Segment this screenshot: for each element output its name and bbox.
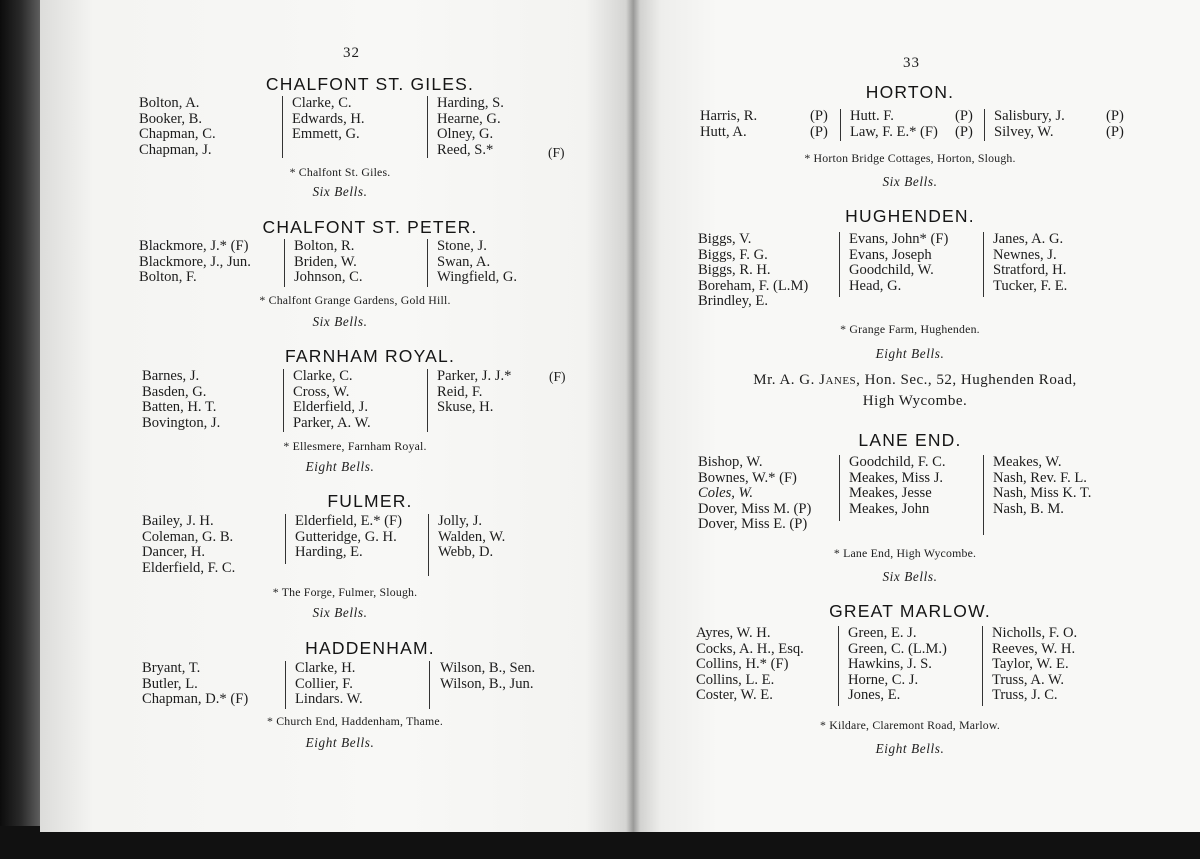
name-entry: Booker, B.: [139, 110, 203, 127]
section-heading-lane-end: LANE END.: [858, 430, 962, 450]
name-column-3: [438, 514, 505, 561]
section-heading-haddenham: HADDENHAM.: [305, 638, 435, 658]
name-entry: Olney, G.: [437, 126, 494, 143]
name-entry: Newnes, J.: [993, 246, 1057, 263]
name-entry: Tucker, F. E.: [993, 277, 1068, 294]
name-entry: Salisbury, J.: [994, 108, 1065, 124]
tower-address-note: * Chalfont Grange Gardens, Gold Hill.: [259, 293, 451, 307]
name-entry: Basden, G.: [142, 383, 207, 400]
name-column-3: [440, 661, 535, 692]
name-entry: Bryant, T.: [142, 660, 201, 676]
name-column-1: [142, 514, 235, 576]
name-entry: Chapman, J.: [139, 141, 212, 158]
secretary-address-line-2: High Wycombe.: [862, 393, 968, 409]
name-entry: Jolly, J.: [438, 513, 483, 529]
tower-address-note: * Lane End, High Wycombe.: [833, 546, 977, 560]
column-divider: [983, 232, 984, 297]
name-entry: Reid, F.: [437, 383, 483, 400]
name-entry: Coles, W.: [698, 485, 754, 502]
name-entry: Meakes, Miss J.: [849, 469, 944, 486]
name-entry: Hearne, G.: [437, 110, 501, 127]
name-entry: Dancer, H.: [142, 544, 206, 561]
column-divider: [427, 239, 428, 287]
secretary-name: Janes: [819, 372, 857, 388]
bells-count: Six Bells.: [312, 605, 368, 620]
tower-address-note: * The Forge, Fulmer, Slough.: [272, 585, 418, 599]
mark-column-3: [1106, 109, 1124, 140]
status-mark: (P): [810, 108, 828, 124]
name-entry: Bolton, F.: [139, 269, 197, 286]
name-entry: Cross, W.: [293, 383, 350, 400]
name-column-2: [292, 96, 365, 143]
column-divider: [840, 109, 841, 141]
name-entry: Brindley, E.: [698, 293, 768, 310]
name-entry: Elderfield, F. C.: [142, 559, 236, 576]
column-divider: [428, 514, 429, 576]
page-number-left: 32: [343, 45, 360, 61]
name-entry: Batten, H. T.: [142, 399, 217, 416]
page-number-right: 33: [903, 55, 920, 71]
tower-address-note: * Kildare, Claremont Road, Marlow.: [820, 718, 1000, 732]
name-entry: Emmett, G.: [292, 126, 360, 143]
bells-count: Six Bells.: [312, 314, 368, 329]
mark-column-2: [955, 109, 973, 140]
name-entry: Briden, W.: [294, 253, 357, 270]
name-column-3: [437, 96, 504, 158]
name-column-1: [142, 661, 248, 708]
tower-address-note: * Chalfont St. Giles.: [289, 165, 391, 179]
status-mark: (P): [810, 123, 828, 140]
name-entry: Swan, A.: [437, 253, 491, 270]
bells-count: Six Bells.: [312, 184, 368, 199]
column-divider: [839, 232, 840, 297]
name-entry: Stone, J.: [437, 238, 487, 254]
section-heading-chalfont-st-peter: CHALFONT ST. PETER.: [262, 217, 478, 237]
section-heading-great-marlow: GREAT MARLOW.: [829, 601, 991, 621]
name-entry: Cocks, A. H., Esq.: [696, 640, 804, 657]
name-entry: Green, C. (L.M.): [848, 640, 947, 657]
foreman-mark: (F): [548, 145, 565, 160]
name-entry: Meakes, John: [849, 500, 930, 517]
column-divider: [839, 455, 840, 521]
bells-count: Six Bells.: [882, 569, 938, 584]
name-column-1: [698, 232, 808, 310]
name-column-2: [849, 232, 948, 294]
bells-count: Eight Bells.: [305, 459, 375, 474]
name-entry: Harding, S.: [437, 95, 504, 111]
name-entry: Head, G.: [849, 277, 902, 294]
name-entry: Nash, B. M.: [993, 500, 1064, 517]
status-mark: (P): [955, 123, 973, 140]
name-entry: Taylor, W. E.: [992, 656, 1069, 673]
name-entry: Reeves, W. H.: [992, 640, 1076, 657]
name-entry: Parker, A. W.: [293, 414, 371, 431]
name-entry: Meakes, Jesse: [849, 485, 932, 502]
name-entry: Nash, Miss K. T.: [993, 485, 1092, 502]
section-heading-chalfont-st-giles: CHALFONT ST. GILES.: [265, 74, 475, 94]
name-entry: Blackmore, J.* (F): [139, 238, 249, 254]
section-heading-hughenden: HUGHENDEN.: [845, 206, 975, 226]
name-entry: Wilson, B., Jun.: [440, 675, 534, 692]
name-entry: Skuse, H.: [437, 399, 494, 416]
name-entry: Walden, W.: [438, 528, 506, 545]
name-entry: Stratford, H.: [993, 262, 1067, 279]
column-divider: [838, 626, 839, 706]
name-entry: Evans, Joseph: [849, 246, 932, 263]
name-entry: Dover, Miss M. (P): [698, 500, 812, 517]
column-divider: [285, 514, 286, 564]
name-column-2: [295, 514, 402, 561]
name-entry: Horne, C. J.: [848, 671, 919, 688]
name-column-3: [437, 369, 511, 416]
name-entry: Truss, J. C.: [992, 687, 1058, 704]
status-mark: (P): [955, 108, 973, 124]
name-column-2: [294, 239, 363, 286]
name-entry: Green, E. J.: [848, 625, 917, 641]
section-heading-farnham-royal: FARNHAM ROYAL.: [284, 346, 456, 366]
name-column-2: [293, 369, 371, 431]
name-entry: Janes, A. G.: [993, 231, 1064, 247]
name-entry: Wilson, B., Sen.: [440, 660, 536, 676]
name-entry: Meakes, W.: [993, 454, 1062, 470]
name-column-2: [850, 109, 938, 140]
name-entry: Nicholls, F. O.: [992, 625, 1078, 641]
name-entry: Blackmore, J., Jun.: [139, 253, 251, 270]
name-entry: Goodchild, F. C.: [849, 454, 946, 470]
name-entry: Hutt. F.: [850, 108, 894, 124]
name-column-1: [139, 239, 251, 286]
name-entry: Jones, E.: [848, 687, 901, 704]
column-divider: [983, 455, 984, 535]
name-entry: Barnes, J.: [142, 368, 200, 384]
name-entry: Clarke, C.: [293, 368, 353, 384]
name-column-2: [849, 455, 946, 517]
secretary-address-line-1: [690, 372, 1140, 389]
name-entry: Coleman, G. B.: [142, 528, 234, 545]
name-entry: Parker, J. J.*: [437, 368, 512, 384]
name-entry: Biggs, R. H.: [698, 262, 771, 279]
name-entry: Harding, E.: [295, 544, 363, 561]
name-entry: Biggs, V.: [698, 231, 752, 247]
name-entry: Truss, A. W.: [992, 671, 1065, 688]
name-column-2: [848, 626, 947, 704]
name-entry: Chapman, D.* (F): [142, 691, 249, 708]
name-entry: Bailey, J. H.: [142, 513, 214, 529]
name-column-2: [295, 661, 363, 708]
name-entry: Hutt, A.: [700, 123, 747, 140]
name-column-3: [437, 239, 517, 286]
tower-address-note: * Horton Bridge Cottages, Horton, Slough.: [804, 151, 1016, 165]
status-mark: (P): [1106, 123, 1124, 140]
name-entry: Wingfield, G.: [437, 269, 518, 286]
bells-count: Six Bells.: [882, 174, 938, 189]
bells-count: Eight Bells.: [875, 741, 945, 756]
name-entry: Collins, H.* (F): [696, 656, 789, 673]
name-column-1: [698, 455, 811, 533]
secretary-details: , Hon. Sec., 52, Hughenden Road,: [856, 372, 1077, 388]
name-entry: Bownes, W.* (F): [698, 469, 797, 486]
name-entry: Reed, S.*: [437, 141, 494, 158]
name-entry: Elderfield, E.* (F): [295, 513, 402, 529]
name-entry: Bishop, W.: [698, 454, 763, 470]
section-heading-fulmer: FULMER.: [327, 491, 413, 511]
name-entry: Boreham, F. (L.M): [698, 277, 809, 294]
name-entry: Goodchild, W.: [849, 262, 934, 279]
tower-address-note: * Ellesmere, Farnham Royal.: [283, 439, 427, 453]
foreman-mark: (F): [549, 369, 566, 384]
name-column-1: [142, 369, 220, 431]
book-gutter: [626, 0, 640, 832]
secretary-prefix: Mr. A. G.: [753, 372, 815, 388]
name-entry: Silvey, W.: [994, 123, 1054, 140]
name-entry: Nash, Rev. F. L.: [993, 469, 1087, 486]
name-entry: Chapman, C.: [139, 126, 216, 143]
name-entry: Clarke, H.: [295, 660, 356, 676]
name-entry: Harris, R.: [700, 108, 758, 124]
status-mark: (P): [1106, 108, 1124, 124]
name-column-1: [696, 626, 804, 704]
name-entry: Collins, L. E.: [696, 671, 775, 688]
name-column-3: [994, 109, 1065, 140]
column-divider: [982, 626, 983, 706]
name-entry: Biggs, F. G.: [698, 246, 768, 263]
tower-address-note: * Grange Farm, Hughenden.: [840, 322, 980, 336]
column-divider: [427, 96, 428, 158]
name-entry: Gutteridge, G. H.: [295, 528, 397, 545]
name-entry: Webb, D.: [438, 544, 494, 561]
name-column-3: [993, 455, 1091, 517]
name-entry: Dover, Miss E. (P): [698, 516, 808, 533]
name-entry: Clarke, C.: [292, 95, 352, 111]
name-entry: Lindars. W.: [295, 691, 363, 708]
bells-count: Eight Bells.: [305, 735, 375, 750]
name-entry: Ayres, W. H.: [696, 625, 771, 641]
name-entry: Elderfield, J.: [293, 399, 368, 416]
name-column-3: [992, 626, 1077, 704]
name-column-1: [700, 109, 757, 140]
name-entry: Johnson, C.: [294, 269, 363, 286]
name-entry: Hawkins, J. S.: [848, 656, 932, 673]
name-entry: Law, F. E.* (F): [850, 123, 938, 140]
name-column-3: [993, 232, 1067, 294]
name-entry: Edwards, H.: [292, 110, 365, 127]
bells-count: Eight Bells.: [875, 346, 945, 361]
mark-column-1: [810, 109, 828, 140]
section-heading-horton: HORTON.: [865, 82, 955, 102]
name-entry: Bovington, J.: [142, 414, 221, 431]
column-divider: [429, 661, 430, 709]
column-divider: [285, 661, 286, 709]
column-divider: [984, 109, 985, 141]
name-entry: Collier, F.: [295, 675, 353, 692]
name-entry: Evans, John* (F): [849, 231, 949, 247]
column-divider: [282, 96, 283, 158]
name-entry: Butler, L.: [142, 675, 198, 692]
name-column-1: [139, 96, 216, 158]
name-entry: Coster, W. E.: [696, 687, 773, 704]
name-entry: Bolton, A.: [139, 95, 200, 111]
column-divider: [427, 369, 428, 432]
tower-address-note: * Church End, Haddenham, Thame.: [266, 714, 443, 728]
column-divider: [283, 369, 284, 432]
column-divider: [284, 239, 285, 287]
name-entry: Bolton, R.: [294, 238, 355, 254]
